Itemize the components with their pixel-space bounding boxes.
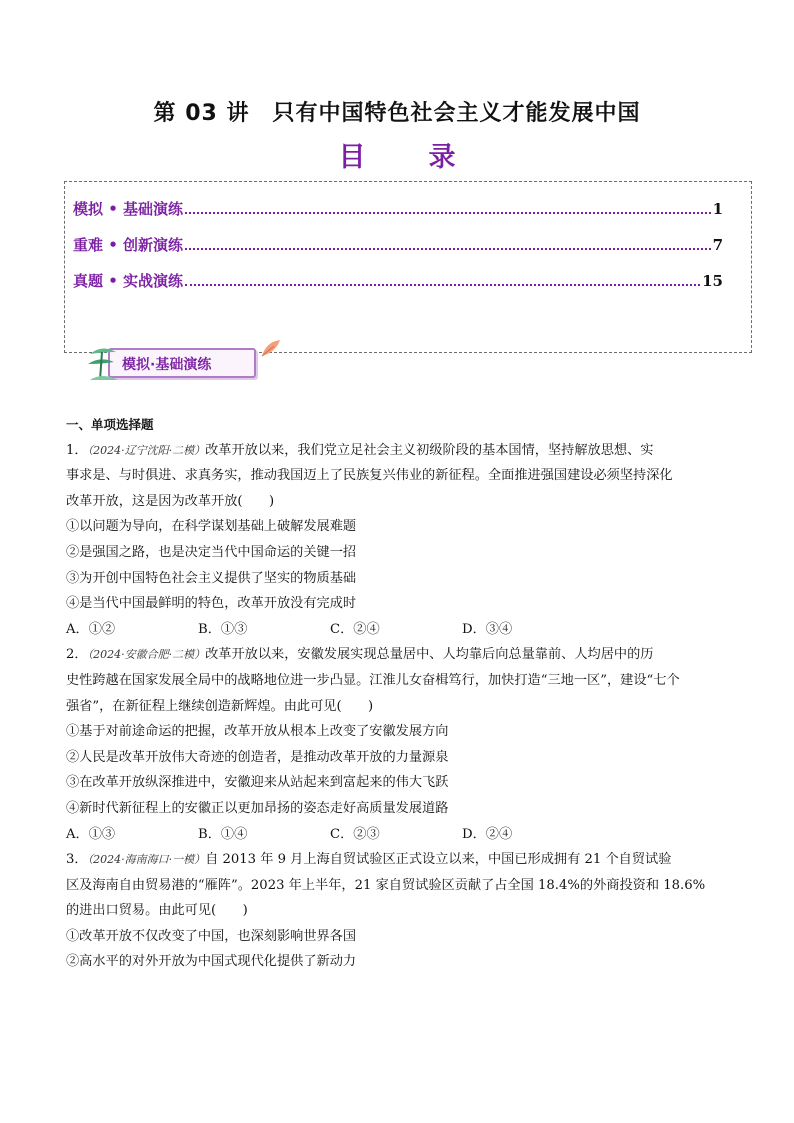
question-number: 1． bbox=[66, 442, 88, 458]
question-stem bbox=[66, 847, 726, 924]
toc-item-label: 模拟 • 基础演练 bbox=[73, 200, 184, 218]
statement: ④是当代中国最鲜明的特色，改革开放没有完成时 bbox=[66, 596, 357, 612]
toc-item-page: 15 bbox=[702, 272, 723, 290]
stem-text: 史性跨越在国家发展全局中的战略地位进一步凸显。江淮儿女奋楫笃行，加快打造“三地一区”，建设“七个 bbox=[66, 672, 680, 688]
question-stem bbox=[66, 438, 726, 515]
stem-text: 强省”，在新征程上继续创造新辉煌。由此可见( ) bbox=[66, 698, 374, 714]
stem-text: 区及海南自由贸易港的“雁阵”。2023 年上半年，21 家自贸试验区贡献了占全国 18.4%的外商投资和 18.6% bbox=[66, 877, 706, 893]
answer-option[interactable]: A．①③ bbox=[66, 826, 116, 842]
toc-item[interactable] bbox=[73, 198, 723, 219]
statement: ②是强国之路，也是决定当代中国命运的关键一招 bbox=[66, 544, 357, 560]
question-number: 2． bbox=[66, 647, 88, 663]
answer-option[interactable]: C．②③ bbox=[330, 826, 380, 842]
answer-option[interactable]: D．③④ bbox=[462, 621, 513, 637]
statement: ③为开创中国特色社会主义提供了坚实的物质基础 bbox=[66, 570, 357, 586]
statement: ②高水平的对外开放为中国式现代化提供了新动力 bbox=[66, 954, 357, 970]
stem-text: 自 2013 年 9 月上海自贸试验区正式设立以来，中国已形成拥有 21 个自贸试验 bbox=[205, 852, 672, 868]
answer-options bbox=[66, 822, 726, 848]
section-badge bbox=[84, 342, 260, 384]
page-title: 第 03 讲 只有中国特色社会主义才能发展中国 bbox=[153, 101, 641, 126]
stem-text: 改革开放以来，我们党立足社会主义初级阶段的基本国情，坚持解放思想、实 bbox=[205, 442, 654, 458]
toc-leader-dots bbox=[185, 248, 711, 250]
answer-options bbox=[66, 617, 726, 643]
answer-option[interactable]: B．①③ bbox=[198, 621, 248, 637]
plant-icon bbox=[84, 342, 124, 384]
question bbox=[66, 642, 726, 847]
answer-option[interactable]: C．②④ bbox=[330, 621, 380, 637]
leaf-icon bbox=[260, 338, 282, 358]
statement: ①基于对前途命运的把握，改革开放从根本上改变了安徽发展方向 bbox=[66, 724, 449, 740]
question-content bbox=[66, 412, 726, 975]
question-source: （2024·辽宁沈阳·二模） bbox=[87, 443, 206, 457]
question-number: 3． bbox=[66, 852, 88, 868]
toc-item[interactable] bbox=[73, 270, 723, 291]
section-badge-label: 模拟·基础演练 bbox=[122, 357, 212, 373]
toc-heading: 目 录 bbox=[338, 142, 474, 173]
stem-text: 的进出口贸易。由此可见( ) bbox=[66, 903, 248, 919]
question bbox=[66, 438, 726, 643]
stem-text: 改革开放以来，安徽发展实现总量居中、人均靠后向总量靠前、人均居中的历 bbox=[205, 647, 654, 663]
question-source: （2024·海南海口·一模） bbox=[87, 853, 206, 867]
table-of-contents bbox=[64, 181, 752, 353]
question-source: （2024·安徽合肥·二模） bbox=[87, 648, 206, 662]
statement: ①以问题为导向，在科学谋划基础上破解发展难题 bbox=[66, 519, 357, 535]
stem-text: 事求是、与时俱进、求真务实，推动我国迈上了民族复兴伟业的新征程。全面推进强国建设必须坚持深化 bbox=[66, 468, 673, 484]
question-stem bbox=[66, 642, 726, 719]
toc-item-page: 7 bbox=[712, 236, 723, 254]
statement: ②人民是改革开放伟大奇迹的创造者，是推动改革开放的力量源泉 bbox=[66, 749, 449, 765]
toc-item-page: 1 bbox=[712, 200, 723, 218]
question bbox=[66, 847, 726, 975]
part-title: 一、单项选择题 bbox=[66, 417, 154, 432]
statement: ③在改革开放纵深推进中，安徽迎来从站起来到富起来的伟大飞跃 bbox=[66, 775, 449, 791]
answer-option[interactable]: D．②④ bbox=[462, 826, 513, 842]
toc-leader-dots bbox=[185, 212, 711, 214]
toc-item-label: 真题 • 实战演练 bbox=[73, 272, 184, 290]
toc-item[interactable] bbox=[73, 234, 723, 255]
statement: ④新时代新征程上的安徽正以更加昂扬的姿态走好高质量发展道路 bbox=[66, 800, 449, 816]
answer-option[interactable]: B．①④ bbox=[198, 826, 248, 842]
answer-option[interactable]: A．①② bbox=[66, 621, 116, 637]
statement: ①改革开放不仅改变了中国，也深刻影响世界各国 bbox=[66, 928, 357, 944]
toc-item-label: 重难 • 创新演练 bbox=[73, 236, 184, 254]
toc-leader-dots bbox=[185, 284, 700, 286]
stem-text: 改革开放，这是因为改革开放( ) bbox=[66, 493, 275, 509]
